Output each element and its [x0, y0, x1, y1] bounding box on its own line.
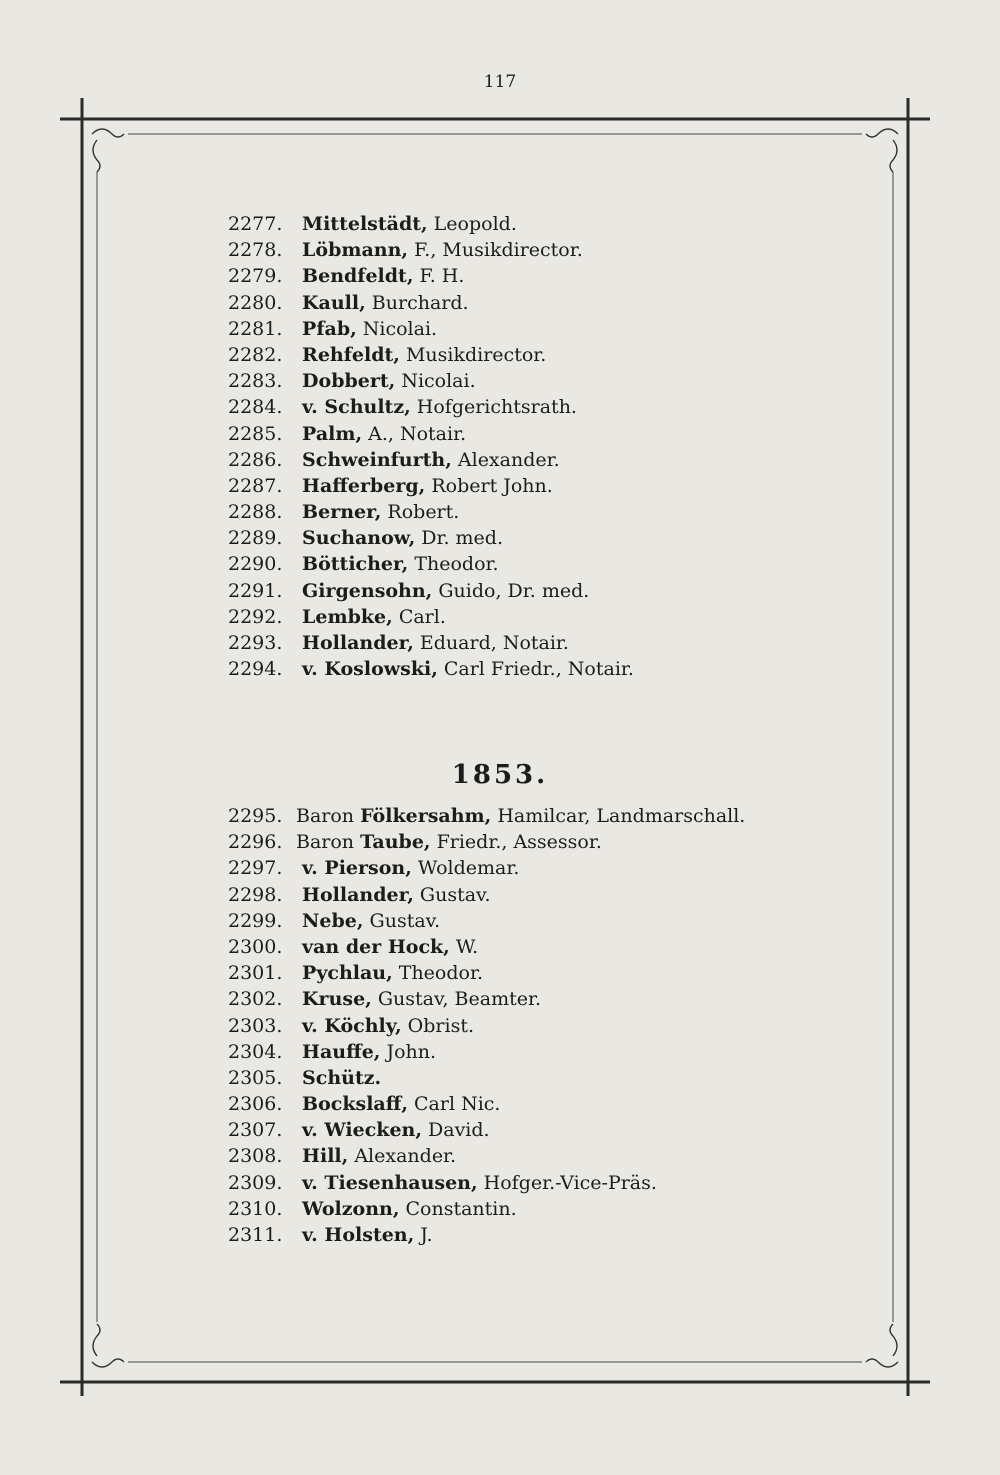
entry-number: 2310.: [228, 1197, 283, 1220]
list-item: [228, 342, 828, 368]
list-item: [228, 882, 828, 908]
list-item: [228, 908, 828, 934]
entry-details: Obrist.: [407, 1014, 474, 1037]
entry-details: A., Notair.: [368, 422, 467, 445]
entry-number: 2294.: [228, 658, 283, 681]
entry-number: 2280.: [228, 291, 283, 314]
entry-number: 2278.: [228, 239, 283, 262]
entry-details: Woldemar.: [417, 857, 520, 880]
list-item: [228, 421, 828, 447]
entry-details: Hofger.-Vice-Präs.: [483, 1171, 657, 1194]
entry-details: Dr. med.: [421, 527, 504, 550]
entry-details: F. H.: [419, 265, 465, 288]
entry-details: Guido, Dr. med.: [438, 579, 590, 602]
entry-details: Alexander.: [354, 1145, 457, 1168]
entry-details: Gustav, Beamter.: [377, 988, 541, 1011]
entry-details: Musikdirector.: [405, 343, 547, 366]
list-item: [228, 1196, 828, 1222]
entry-number: 2281.: [228, 317, 283, 340]
entry-number: 2305.: [228, 1066, 283, 1089]
entry-details: W.: [455, 935, 479, 958]
list-item: [228, 551, 828, 577]
entry-surname: v. Schultz,: [302, 396, 411, 419]
entry-surname: Hill,: [302, 1145, 349, 1168]
entry-number: 2300.: [228, 935, 283, 958]
entry-number: 2298.: [228, 883, 283, 906]
list-item: [228, 316, 828, 342]
entry-number: 2291.: [228, 579, 283, 602]
entry-surname: v. Holsten,: [302, 1224, 415, 1246]
entry-list-upper: [228, 211, 828, 682]
entry-surname: v. Tiesenhausen,: [302, 1171, 478, 1194]
entry-number: 2309.: [228, 1171, 283, 1194]
list-item: [228, 578, 828, 604]
entry-surname: Kaull,: [302, 291, 366, 314]
list-item: [228, 263, 828, 289]
entry-details: Eduard, Notair.: [419, 632, 569, 654]
entry-prefix: Baron: [296, 805, 355, 827]
entry-details: Friedr., Assessor.: [436, 831, 602, 854]
entry-surname: Taube,: [360, 831, 431, 854]
year-heading: 1853.: [451, 760, 549, 790]
entry-surname: Berner,: [302, 501, 382, 524]
entry-details: Carl Friedr., Notair.: [443, 658, 634, 681]
entry-surname: Hauffe,: [302, 1040, 381, 1063]
list-item: [228, 368, 828, 394]
entry-surname: Fölkersahm,: [360, 805, 492, 827]
entry-number: 2296.: [228, 831, 283, 854]
list-item: [228, 1013, 828, 1039]
entry-surname: Kruse,: [302, 988, 372, 1011]
entry-number: 2293.: [228, 632, 283, 654]
entry-number: 2307.: [228, 1119, 283, 1142]
entry-surname: Hafferberg,: [302, 474, 426, 497]
list-item: [228, 934, 828, 960]
entry-details: David.: [428, 1119, 490, 1142]
entry-number: 2292.: [228, 605, 283, 628]
entry-surname: Schütz.: [302, 1066, 382, 1089]
entry-details: John.: [386, 1040, 437, 1063]
entry-details: Nicolai.: [401, 370, 476, 393]
list-item: [228, 1143, 828, 1169]
entry-surname: Hollander,: [302, 632, 414, 654]
entry-number: 2308.: [228, 1145, 283, 1168]
entry-surname: Wolzonn,: [302, 1197, 400, 1220]
entry-details: Burchard.: [371, 291, 469, 314]
entry-details: Constantin.: [405, 1197, 517, 1220]
entry-surname: Hollander,: [302, 883, 414, 906]
list-item: [228, 656, 828, 682]
entry-list-lower: [228, 803, 828, 1248]
entry-surname: Pychlau,: [302, 962, 393, 985]
list-item: [228, 630, 828, 656]
entry-surname: v. Koslowski,: [302, 658, 438, 681]
entry-surname: Bendfeldt,: [302, 265, 414, 288]
entry-surname: Dobbert,: [302, 370, 396, 393]
list-item: [228, 855, 828, 881]
list-item: [228, 829, 828, 855]
list-item: [228, 1222, 828, 1248]
list-item: [228, 394, 828, 420]
list-item: [228, 960, 828, 986]
list-item: [228, 525, 828, 551]
list-item: [228, 1117, 828, 1143]
entry-number: 2277.: [228, 213, 283, 235]
entry-details: Carl Nic.: [414, 1093, 501, 1116]
entry-surname: v. Pierson,: [302, 857, 412, 880]
entry-number: 2304.: [228, 1040, 283, 1063]
list-item: [228, 986, 828, 1012]
entry-details: Gustav.: [419, 883, 491, 906]
entry-number: 2284.: [228, 396, 283, 419]
entry-surname: Girgensohn,: [302, 579, 433, 602]
entry-number: 2282.: [228, 343, 283, 366]
list-item: [228, 1065, 828, 1091]
list-item: [228, 447, 828, 473]
list-item: [228, 499, 828, 525]
entry-details: Nicolai.: [362, 317, 438, 340]
entry-details: Theodor.: [414, 553, 499, 576]
entry-details: Hamilcar, Landmarschall.: [497, 805, 746, 827]
entry-number: 2287.: [228, 474, 283, 497]
entry-number: 2303.: [228, 1014, 283, 1037]
list-item: [228, 604, 828, 630]
entry-number: 2286.: [228, 448, 283, 471]
list-item: [228, 290, 828, 316]
entry-number: 2285.: [228, 422, 283, 445]
entry-number: 2297.: [228, 857, 283, 880]
entry-details: J.: [420, 1224, 433, 1246]
list-item: [228, 473, 828, 499]
entry-number: 2295.: [228, 805, 283, 827]
page-number: 117: [483, 72, 517, 92]
entry-number: 2311.: [228, 1224, 283, 1246]
entry-details: Hofgerichtsrath.: [416, 396, 577, 419]
entry-number: 2288.: [228, 501, 283, 524]
entry-surname: v. Köchly,: [302, 1014, 402, 1037]
entry-surname: Schweinfurth,: [302, 448, 452, 471]
entry-number: 2289.: [228, 527, 283, 550]
entry-number: 2302.: [228, 988, 283, 1011]
entry-number: 2306.: [228, 1093, 283, 1116]
entry-surname: Palm,: [302, 422, 363, 445]
list-item: [228, 1091, 828, 1117]
list-item: [228, 1039, 828, 1065]
entry-details: Robert John.: [431, 474, 553, 497]
list-item: [228, 237, 828, 263]
entry-surname: Nebe,: [302, 909, 364, 932]
entry-details: F., Musikdirector.: [414, 239, 583, 262]
entry-prefix: Baron: [296, 831, 355, 854]
entry-details: Carl.: [398, 605, 446, 628]
entry-details: Gustav.: [369, 909, 441, 932]
entry-surname: Bockslaff,: [302, 1093, 408, 1116]
list-item: [228, 803, 828, 829]
entry-number: 2279.: [228, 265, 283, 288]
entry-surname: van der Hock,: [302, 935, 450, 958]
entry-number: 2290.: [228, 553, 283, 576]
list-item: [228, 211, 828, 237]
entry-number: 2283.: [228, 370, 283, 393]
entry-details: Alexander.: [457, 448, 560, 471]
entry-surname: Rehfeldt,: [302, 343, 400, 366]
entry-surname: Pfab,: [302, 317, 357, 340]
entry-surname: Bötticher,: [302, 553, 409, 576]
entry-number: 2301.: [228, 962, 283, 985]
entry-surname: Suchanow,: [302, 527, 416, 550]
entry-surname: Mittelstädt,: [302, 213, 428, 235]
entry-surname: Lembke,: [302, 605, 393, 628]
entry-details: Theodor.: [398, 962, 483, 985]
entry-details: Leopold.: [433, 213, 517, 235]
entry-surname: Löbmann,: [302, 239, 409, 262]
list-item: [228, 1170, 828, 1196]
entry-surname: v. Wiecken,: [302, 1119, 422, 1142]
entry-details: Robert.: [387, 501, 460, 524]
entry-number: 2299.: [228, 909, 283, 932]
